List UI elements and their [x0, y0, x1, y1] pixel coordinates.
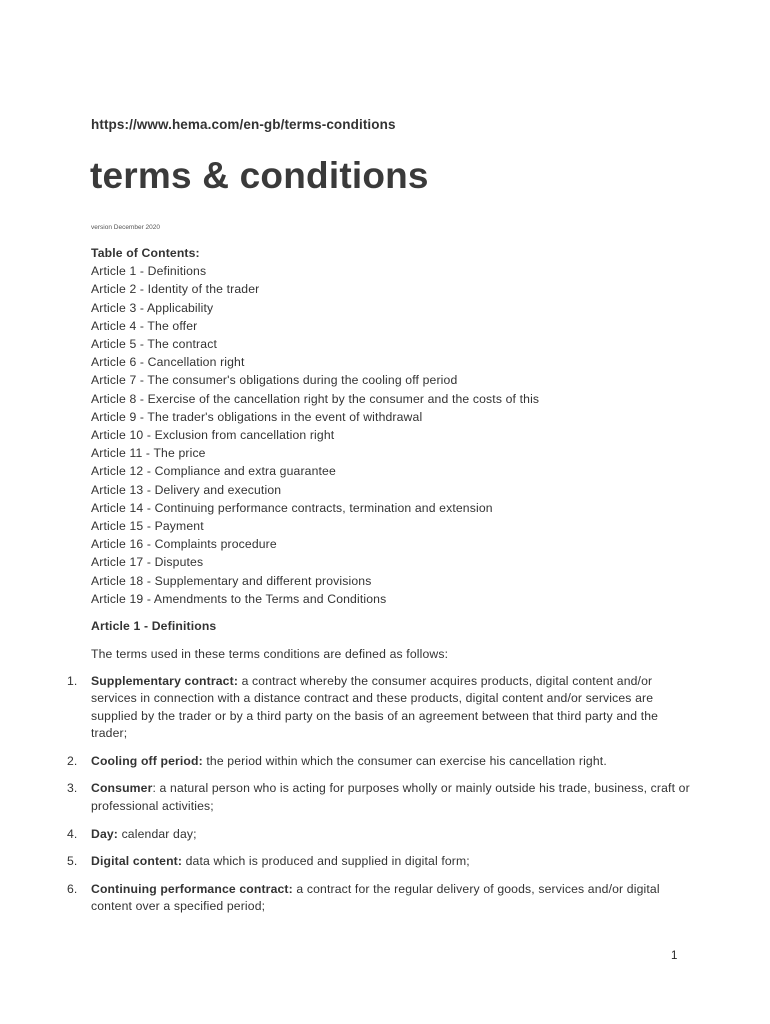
- definition-term: Continuing performance contract:: [91, 882, 293, 897]
- toc-item: Article 14 - Continuing performance contracts, termination and extension: [91, 500, 493, 515]
- definition-item: [56, 780, 696, 815]
- definition-number: 4.: [67, 826, 78, 841]
- article-intro: The terms used in these terms conditions are defined as follows:: [91, 647, 449, 661]
- toc-item: Article 12 - Compliance and extra guarantee: [91, 464, 336, 479]
- source-url: https://www.hema.com/en-gb/terms-conditions: [91, 117, 396, 132]
- page-title: terms & conditions: [90, 155, 429, 196]
- toc-item: Article 15 - Payment: [91, 519, 204, 534]
- toc-item: Article 3 - Applicability: [91, 300, 214, 315]
- definition-item: [56, 826, 696, 843]
- definition-term: Digital content:: [91, 854, 183, 869]
- toc-item: Article 9 - The trader's obligations in the event of withdrawal: [91, 409, 423, 424]
- definition-item: [56, 853, 696, 870]
- definition-text: data which is produced and supplied in digital form;: [182, 854, 470, 869]
- definition-item: [56, 673, 696, 742]
- definition-number: 1.: [67, 674, 78, 688]
- definition-item: [56, 881, 696, 916]
- toc-item: Article 8 - Exercise of the cancellation right by the consumer and the costs of this: [91, 391, 540, 406]
- toc-item: Article 7 - The consumer's obligations during the cooling off period: [91, 373, 458, 388]
- definition-term: Consumer: [91, 781, 153, 796]
- table-of-contents: [91, 244, 539, 608]
- definition-text: the period within which the consumer can exercise his cancellation right.: [202, 753, 607, 768]
- definition-term: Cooling off period:: [91, 753, 203, 768]
- version-label: version December 2020: [91, 224, 161, 231]
- toc-item: Article 17 - Disputes: [91, 555, 204, 570]
- toc-item: Article 19 - Amendments to the Terms and Conditions: [91, 591, 387, 606]
- definition-term: Day:: [91, 826, 119, 841]
- page-number: 1: [671, 950, 678, 962]
- definition-number: 6.: [67, 882, 78, 897]
- definition-item: [56, 753, 696, 770]
- definition-text: calendar day;: [118, 826, 197, 841]
- toc-item: Article 2 - Identity of the trader: [91, 282, 260, 297]
- definition-number: 2.: [67, 753, 78, 768]
- toc-item: Article 16 - Complaints procedure: [91, 537, 277, 552]
- definition-text: a contract whereby the consumer acquires products, digital content and/or services in connection with a distance contract and these products, digital content and/or services are supplied by the trader or by a third party on the basis of an agreement between that third party and the trader;: [91, 674, 659, 740]
- toc-item: Article 13 - Delivery and execution: [91, 482, 282, 497]
- toc-heading: Table of Contents:: [91, 246, 200, 260]
- article-heading: Article 1 - Definitions: [91, 619, 217, 633]
- definition-text: : a natural person who is acting for purposes wholly or mainly outside his trade, business, craft or professional activities;: [91, 781, 690, 813]
- toc-item: Article 1 - Definitions: [91, 264, 207, 279]
- toc-item: Article 6 - Cancellation right: [91, 355, 245, 370]
- definitions-list: [56, 673, 696, 926]
- definition-number: 3.: [67, 781, 78, 796]
- toc-item: Article 11 - The price: [91, 446, 206, 461]
- toc-item: Article 10 - Exclusion from cancellation right: [91, 428, 335, 443]
- definition-text: a contract for the regular delivery of goods, services and/or digital content over a specified period;: [91, 882, 660, 914]
- toc-item: Article 4 - The offer: [91, 318, 198, 333]
- toc-item: Article 18 - Supplementary and different provisions: [91, 573, 372, 588]
- definition-term: Supplementary contract:: [91, 674, 239, 688]
- definition-number: 5.: [67, 854, 78, 869]
- toc-item: Article 5 - The contract: [91, 337, 217, 352]
